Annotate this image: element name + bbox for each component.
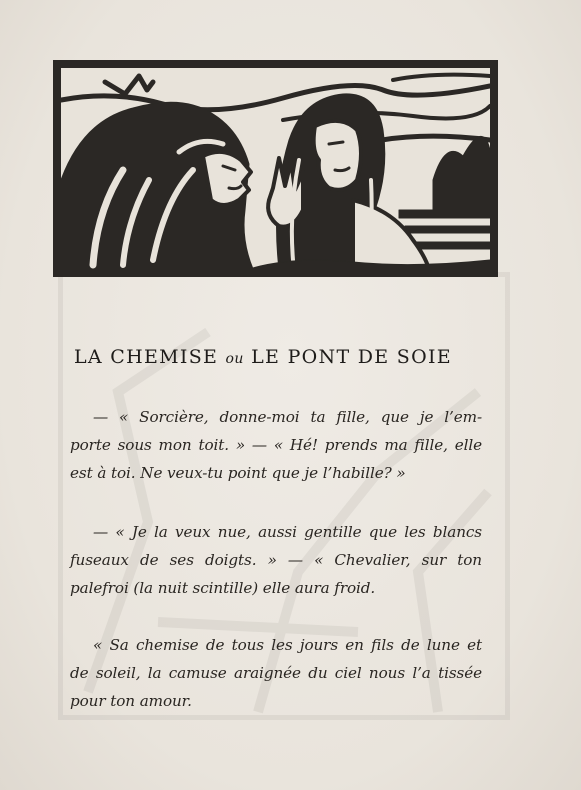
title-part-1: LA CHEMISE [74,346,219,368]
text-line: — « Sorcière, donne-moi ta fille, que je l’em- [93,408,482,426]
text-line: de soleil, la camuse araignée du ciel nous l’a tissée [70,664,482,682]
text-line: — « Je la veux nue, aussi gentille que les blancs [93,523,482,541]
paragraph-3 [70,631,482,715]
text-line: fuseaux de ses doigts. » — « Chevalier, sur ton [70,551,482,569]
text-line: pour ton amour. [70,692,192,710]
paragraph-1 [70,403,482,487]
text-line: « Sa chemise de tous les jours en fils de lune et [93,636,482,654]
woodcut-illustration [53,60,498,277]
text-line: est à toi. Ne veux-tu point que je l’habille? » [70,464,406,482]
title-part-2: LE PONT DE SOIE [251,346,452,368]
text-line: porte sous mon toit. » — « Hé! prends ma fille, elle [70,436,482,454]
paragraph-2 [70,518,482,602]
title-joiner: ou [225,351,244,367]
text-line: palefroi (la nuit scintille) elle aura froid. [70,579,376,597]
page-title [74,346,494,376]
